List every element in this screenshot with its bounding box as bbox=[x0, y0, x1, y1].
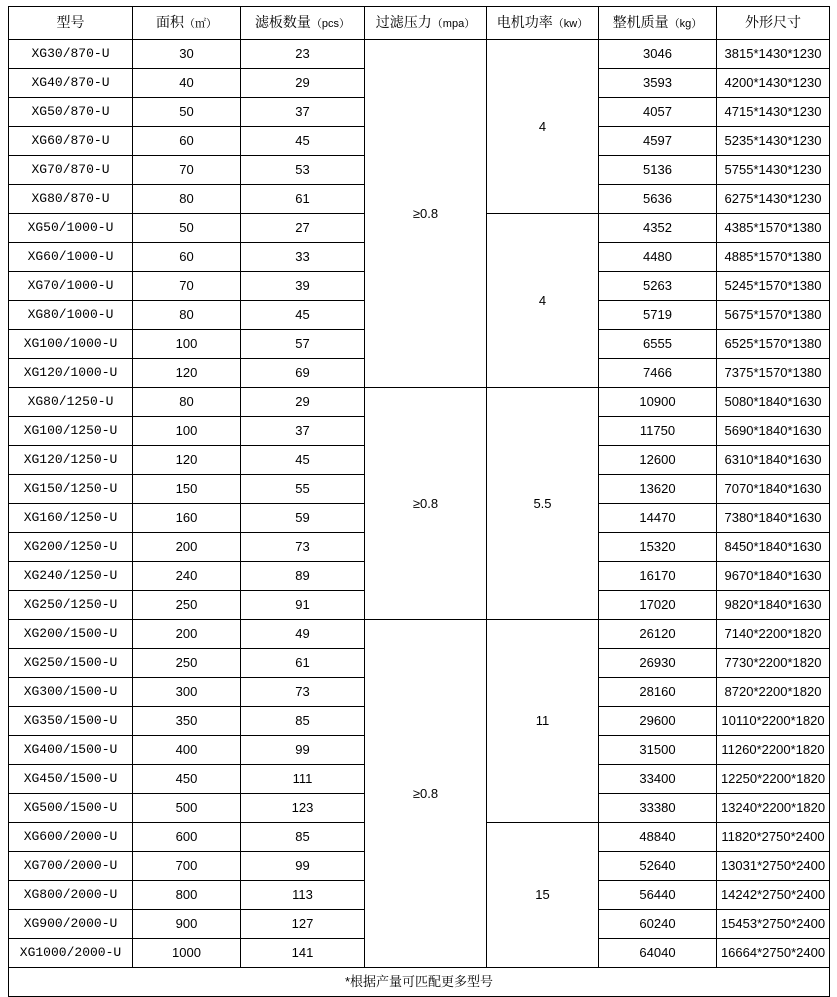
cell-plates: 29 bbox=[241, 388, 365, 417]
cell-model: XG900/2000-U bbox=[9, 910, 133, 939]
cell-dimensions: 5080*1840*1630 bbox=[717, 388, 830, 417]
cell-dimensions: 15453*2750*2400 bbox=[717, 910, 830, 939]
cell-area: 900 bbox=[133, 910, 241, 939]
cell-dimensions: 5245*1570*1380 bbox=[717, 272, 830, 301]
cell-model: XG800/2000-U bbox=[9, 881, 133, 910]
cell-weight: 5719 bbox=[599, 301, 717, 330]
cell-model: XG600/2000-U bbox=[9, 823, 133, 852]
cell-dimensions: 11820*2750*2400 bbox=[717, 823, 830, 852]
cell-model: XG240/1250-U bbox=[9, 562, 133, 591]
cell-dimensions: 6525*1570*1380 bbox=[717, 330, 830, 359]
cell-area: 240 bbox=[133, 562, 241, 591]
cell-dimensions: 14242*2750*2400 bbox=[717, 881, 830, 910]
cell-area: 120 bbox=[133, 359, 241, 388]
cell-dimensions: 4715*1430*1230 bbox=[717, 98, 830, 127]
cell-weight: 6555 bbox=[599, 330, 717, 359]
cell-dimensions: 5675*1570*1380 bbox=[717, 301, 830, 330]
cell-model: XG30/870-U bbox=[9, 40, 133, 69]
cell-weight: 5136 bbox=[599, 156, 717, 185]
column-header-dimensions bbox=[717, 7, 830, 40]
cell-area: 70 bbox=[133, 156, 241, 185]
cell-model: XG70/1000-U bbox=[9, 272, 133, 301]
cell-model: XG100/1000-U bbox=[9, 330, 133, 359]
table-footer bbox=[9, 968, 830, 997]
cell-plates: 57 bbox=[241, 330, 365, 359]
cell-model: XG1000/2000-U bbox=[9, 939, 133, 968]
cell-power-group: 4 bbox=[487, 40, 599, 214]
cell-plates: 69 bbox=[241, 359, 365, 388]
cell-dimensions: 9820*1840*1630 bbox=[717, 591, 830, 620]
cell-area: 100 bbox=[133, 330, 241, 359]
cell-dimensions: 7380*1840*1630 bbox=[717, 504, 830, 533]
column-header-weight-unit: （kg） bbox=[668, 18, 703, 31]
cell-area: 60 bbox=[133, 243, 241, 272]
column-header-power-text: 电机功率 bbox=[496, 14, 553, 31]
footnote-text: *根据产量可匹配更多型号 bbox=[9, 968, 830, 997]
column-header-pressure bbox=[365, 7, 487, 40]
cell-plates: 61 bbox=[241, 185, 365, 214]
footnote-row bbox=[9, 968, 830, 997]
cell-plates: 85 bbox=[241, 823, 365, 852]
cell-weight: 12600 bbox=[599, 446, 717, 475]
cell-area: 160 bbox=[133, 504, 241, 533]
cell-pressure-group: ≥0.8 bbox=[365, 620, 487, 968]
cell-plates: 113 bbox=[241, 881, 365, 910]
cell-dimensions: 3815*1430*1230 bbox=[717, 40, 830, 69]
cell-plates: 61 bbox=[241, 649, 365, 678]
column-header-model-text: 型号 bbox=[56, 14, 85, 31]
cell-model: XG450/1500-U bbox=[9, 765, 133, 794]
cell-model: XG300/1500-U bbox=[9, 678, 133, 707]
column-header-power-unit: （kw） bbox=[552, 18, 589, 31]
cell-model: XG160/1250-U bbox=[9, 504, 133, 533]
cell-plates: 33 bbox=[241, 243, 365, 272]
column-header-plates-text: 滤板数量 bbox=[254, 14, 311, 31]
cell-area: 500 bbox=[133, 794, 241, 823]
cell-plates: 91 bbox=[241, 591, 365, 620]
column-header-area-text: 面积 bbox=[156, 14, 184, 31]
cell-area: 40 bbox=[133, 69, 241, 98]
cell-weight: 4057 bbox=[599, 98, 717, 127]
cell-plates: 39 bbox=[241, 272, 365, 301]
cell-weight: 15320 bbox=[599, 533, 717, 562]
cell-weight: 3593 bbox=[599, 69, 717, 98]
cell-weight: 29600 bbox=[599, 707, 717, 736]
cell-weight: 10900 bbox=[599, 388, 717, 417]
cell-model: XG120/1250-U bbox=[9, 446, 133, 475]
cell-area: 150 bbox=[133, 475, 241, 504]
table-row bbox=[9, 388, 830, 417]
cell-model: XG40/870-U bbox=[9, 69, 133, 98]
cell-model: XG60/870-U bbox=[9, 127, 133, 156]
cell-dimensions: 11260*2200*1820 bbox=[717, 736, 830, 765]
cell-weight: 5263 bbox=[599, 272, 717, 301]
table-body bbox=[9, 40, 830, 968]
cell-model: XG80/1000-U bbox=[9, 301, 133, 330]
cell-plates: 45 bbox=[241, 301, 365, 330]
column-header-pressure-text: 过滤压力 bbox=[375, 14, 432, 31]
cell-model: XG100/1250-U bbox=[9, 417, 133, 446]
cell-model: XG500/1500-U bbox=[9, 794, 133, 823]
cell-dimensions: 13240*2200*1820 bbox=[717, 794, 830, 823]
cell-weight: 4597 bbox=[599, 127, 717, 156]
cell-dimensions: 4200*1430*1230 bbox=[717, 69, 830, 98]
column-header-area bbox=[133, 7, 241, 40]
cell-area: 600 bbox=[133, 823, 241, 852]
column-header-pressure-unit: （mpa） bbox=[431, 18, 476, 31]
cell-area: 200 bbox=[133, 620, 241, 649]
cell-model: XG250/1500-U bbox=[9, 649, 133, 678]
cell-plates: 85 bbox=[241, 707, 365, 736]
cell-weight: 4352 bbox=[599, 214, 717, 243]
cell-model: XG200/1500-U bbox=[9, 620, 133, 649]
cell-model: XG80/1250-U bbox=[9, 388, 133, 417]
cell-dimensions: 13031*2750*2400 bbox=[717, 852, 830, 881]
cell-model: XG350/1500-U bbox=[9, 707, 133, 736]
cell-area: 250 bbox=[133, 649, 241, 678]
cell-plates: 45 bbox=[241, 446, 365, 475]
cell-weight: 26930 bbox=[599, 649, 717, 678]
cell-plates: 29 bbox=[241, 69, 365, 98]
cell-area: 120 bbox=[133, 446, 241, 475]
cell-dimensions: 8450*1840*1630 bbox=[717, 533, 830, 562]
cell-weight: 13620 bbox=[599, 475, 717, 504]
cell-weight: 33380 bbox=[599, 794, 717, 823]
cell-dimensions: 5235*1430*1230 bbox=[717, 127, 830, 156]
cell-weight: 26120 bbox=[599, 620, 717, 649]
column-header-weight bbox=[599, 7, 717, 40]
cell-area: 80 bbox=[133, 388, 241, 417]
column-header-plates bbox=[241, 7, 365, 40]
cell-weight: 28160 bbox=[599, 678, 717, 707]
cell-area: 800 bbox=[133, 881, 241, 910]
cell-weight: 16170 bbox=[599, 562, 717, 591]
cell-plates: 37 bbox=[241, 417, 365, 446]
cell-weight: 31500 bbox=[599, 736, 717, 765]
cell-plates: 89 bbox=[241, 562, 365, 591]
cell-weight: 64040 bbox=[599, 939, 717, 968]
cell-model: XG400/1500-U bbox=[9, 736, 133, 765]
cell-dimensions: 4385*1570*1380 bbox=[717, 214, 830, 243]
cell-power-group: 11 bbox=[487, 620, 599, 823]
cell-plates: 99 bbox=[241, 736, 365, 765]
cell-weight: 33400 bbox=[599, 765, 717, 794]
cell-dimensions: 8720*2200*1820 bbox=[717, 678, 830, 707]
cell-weight: 56440 bbox=[599, 881, 717, 910]
cell-area: 250 bbox=[133, 591, 241, 620]
cell-weight: 48840 bbox=[599, 823, 717, 852]
cell-weight: 7466 bbox=[599, 359, 717, 388]
table-header bbox=[9, 7, 830, 40]
cell-plates: 59 bbox=[241, 504, 365, 533]
cell-dimensions: 9670*1840*1630 bbox=[717, 562, 830, 591]
column-header-model bbox=[9, 7, 133, 40]
cell-dimensions: 4885*1570*1380 bbox=[717, 243, 830, 272]
cell-model: XG250/1250-U bbox=[9, 591, 133, 620]
cell-dimensions: 7140*2200*1820 bbox=[717, 620, 830, 649]
cell-area: 400 bbox=[133, 736, 241, 765]
cell-plates: 111 bbox=[241, 765, 365, 794]
cell-area: 50 bbox=[133, 98, 241, 127]
cell-plates: 45 bbox=[241, 127, 365, 156]
cell-weight: 11750 bbox=[599, 417, 717, 446]
cell-area: 80 bbox=[133, 185, 241, 214]
table-row bbox=[9, 40, 830, 69]
cell-plates: 53 bbox=[241, 156, 365, 185]
cell-plates: 37 bbox=[241, 98, 365, 127]
cell-power-group: 15 bbox=[487, 823, 599, 968]
column-header-area-unit: （㎡） bbox=[184, 18, 217, 31]
cell-area: 60 bbox=[133, 127, 241, 156]
table-header-row bbox=[9, 7, 830, 40]
cell-dimensions: 5755*1430*1230 bbox=[717, 156, 830, 185]
cell-weight: 14470 bbox=[599, 504, 717, 533]
cell-dimensions: 7375*1570*1380 bbox=[717, 359, 830, 388]
cell-plates: 123 bbox=[241, 794, 365, 823]
cell-area: 100 bbox=[133, 417, 241, 446]
cell-model: XG700/2000-U bbox=[9, 852, 133, 881]
cell-area: 1000 bbox=[133, 939, 241, 968]
cell-model: XG80/870-U bbox=[9, 185, 133, 214]
cell-area: 80 bbox=[133, 301, 241, 330]
column-header-plates-unit: （pcs） bbox=[310, 18, 351, 31]
cell-model: XG70/870-U bbox=[9, 156, 133, 185]
cell-dimensions: 5690*1840*1630 bbox=[717, 417, 830, 446]
column-header-power bbox=[487, 7, 599, 40]
cell-weight: 60240 bbox=[599, 910, 717, 939]
cell-pressure-group: ≥0.8 bbox=[365, 40, 487, 388]
cell-model: XG50/870-U bbox=[9, 98, 133, 127]
cell-model: XG200/1250-U bbox=[9, 533, 133, 562]
cell-power-group: 4 bbox=[487, 214, 599, 388]
column-header-weight-text: 整机质量 bbox=[612, 14, 669, 31]
cell-plates: 141 bbox=[241, 939, 365, 968]
cell-area: 350 bbox=[133, 707, 241, 736]
cell-area: 300 bbox=[133, 678, 241, 707]
cell-model: XG50/1000-U bbox=[9, 214, 133, 243]
cell-dimensions: 10110*2200*1820 bbox=[717, 707, 830, 736]
cell-plates: 55 bbox=[241, 475, 365, 504]
cell-weight: 3046 bbox=[599, 40, 717, 69]
cell-weight: 4480 bbox=[599, 243, 717, 272]
cell-plates: 23 bbox=[241, 40, 365, 69]
cell-dimensions: 6275*1430*1230 bbox=[717, 185, 830, 214]
cell-dimensions: 6310*1840*1630 bbox=[717, 446, 830, 475]
cell-area: 700 bbox=[133, 852, 241, 881]
cell-plates: 49 bbox=[241, 620, 365, 649]
cell-weight: 5636 bbox=[599, 185, 717, 214]
cell-dimensions: 12250*2200*1820 bbox=[717, 765, 830, 794]
cell-plates: 99 bbox=[241, 852, 365, 881]
cell-pressure-group: ≥0.8 bbox=[365, 388, 487, 620]
cell-plates: 73 bbox=[241, 678, 365, 707]
cell-dimensions: 7070*1840*1630 bbox=[717, 475, 830, 504]
cell-weight: 52640 bbox=[599, 852, 717, 881]
cell-dimensions: 7730*2200*1820 bbox=[717, 649, 830, 678]
cell-area: 70 bbox=[133, 272, 241, 301]
cell-model: XG60/1000-U bbox=[9, 243, 133, 272]
cell-area: 200 bbox=[133, 533, 241, 562]
cell-dimensions: 16664*2750*2400 bbox=[717, 939, 830, 968]
cell-plates: 73 bbox=[241, 533, 365, 562]
cell-plates: 127 bbox=[241, 910, 365, 939]
cell-weight: 17020 bbox=[599, 591, 717, 620]
specification-table bbox=[8, 6, 830, 997]
table-row bbox=[9, 620, 830, 649]
cell-plates: 27 bbox=[241, 214, 365, 243]
cell-area: 30 bbox=[133, 40, 241, 69]
cell-model: XG120/1000-U bbox=[9, 359, 133, 388]
cell-area: 50 bbox=[133, 214, 241, 243]
column-header-dimensions-text: 外形尺寸 bbox=[745, 14, 801, 31]
cell-model: XG150/1250-U bbox=[9, 475, 133, 504]
cell-power-group: 5.5 bbox=[487, 388, 599, 620]
cell-area: 450 bbox=[133, 765, 241, 794]
